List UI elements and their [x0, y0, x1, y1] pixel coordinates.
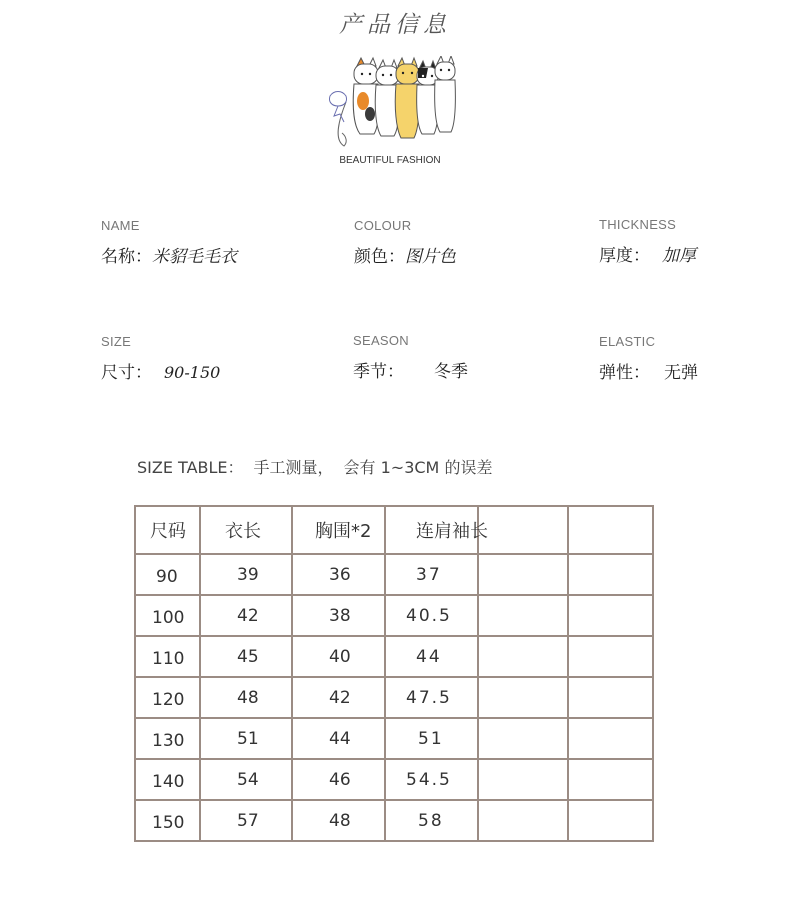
- attr-thickness-value: 加厚: [662, 246, 696, 266]
- page-title: 产品信息: [339, 12, 451, 38]
- table-cell: [478, 759, 568, 800]
- cats-logo: [324, 56, 456, 168]
- table-cell: 42: [200, 595, 292, 636]
- table-cell: 44: [385, 636, 478, 677]
- table-cell: 57: [200, 800, 292, 841]
- attr-season-label: 季节：: [353, 362, 404, 382]
- table-cell: [568, 554, 653, 595]
- table-cell: [478, 718, 568, 759]
- table-cell: [478, 636, 568, 677]
- logo-text: BEAUTIFUL FASHION: [339, 155, 441, 166]
- attr-elastic-label: 弹性：: [599, 363, 650, 383]
- header-cell: 胸围*2: [292, 506, 385, 554]
- table-cell: 51: [200, 718, 292, 759]
- table-cell: 40.5: [385, 595, 478, 636]
- size-table-heading: [137, 455, 492, 478]
- table-cell: 40: [292, 636, 385, 677]
- cats-illustration-icon: [324, 56, 456, 152]
- attr-size: [101, 334, 220, 384]
- table-cell: 46: [292, 759, 385, 800]
- table-cell: 130: [135, 718, 200, 759]
- attr-colour-value: 图片色: [405, 247, 456, 267]
- header-cell: [478, 506, 568, 554]
- table-cell: 48: [292, 800, 385, 841]
- table-cell: [478, 554, 568, 595]
- table-row: [135, 636, 653, 677]
- table-row: [135, 554, 653, 595]
- table-cell: [568, 718, 653, 759]
- table-row: [135, 595, 653, 636]
- attr-colour-label: 颜色：: [354, 247, 405, 267]
- table-cell: 38: [292, 595, 385, 636]
- table-cell: [568, 636, 653, 677]
- table-row: [135, 677, 653, 718]
- table-cell: 47.5: [385, 677, 478, 718]
- table-row: [135, 718, 653, 759]
- attr-season-en: SEASON: [353, 333, 409, 348]
- header-cell: [568, 506, 653, 554]
- size-table: [134, 505, 654, 842]
- attr-name-en: NAME: [101, 218, 140, 233]
- table-cell: 39: [200, 554, 292, 595]
- table-cell: [568, 677, 653, 718]
- attr-name-value: 米貂毛毛衣: [152, 247, 237, 267]
- table-cell: [478, 595, 568, 636]
- table-cell: 110: [135, 636, 200, 677]
- attr-colour: [354, 218, 456, 268]
- table-cell: 90: [135, 554, 200, 595]
- table-cell: 54.5: [385, 759, 478, 800]
- size-table-title: SIZE TABLE：: [137, 458, 244, 477]
- size-table-note2: 会有 1~3CM 的误差: [343, 458, 493, 477]
- table-cell: [568, 595, 653, 636]
- attr-size-en: SIZE: [101, 334, 132, 349]
- attr-thickness-label: 厚度：: [599, 246, 650, 266]
- header-cell: 尺码: [135, 506, 200, 554]
- table-cell: [478, 800, 568, 841]
- table-cell: 42: [292, 677, 385, 718]
- size-table-note: 手工测量，: [253, 458, 334, 477]
- attr-season-value: 冬季: [434, 362, 468, 382]
- table-cell: 44: [292, 718, 385, 759]
- attr-size-label: 尺寸：: [101, 363, 152, 383]
- attr-thickness: [599, 217, 696, 267]
- attr-elastic-value: 无弹: [664, 363, 698, 383]
- table-cell: 100: [135, 595, 200, 636]
- table-cell: 150: [135, 800, 200, 841]
- table-cell: 37: [385, 554, 478, 595]
- table-cell: 45: [200, 636, 292, 677]
- attr-name: [101, 218, 237, 268]
- attr-thickness-en: THICKNESS: [599, 217, 677, 232]
- header-cell: 衣长: [200, 506, 292, 554]
- table-cell: 54: [200, 759, 292, 800]
- table-cell: 58: [385, 800, 478, 841]
- table-cell: 51: [385, 718, 478, 759]
- size-table-header-row: [135, 506, 653, 554]
- attr-elastic: [599, 334, 698, 384]
- attr-colour-en: COLOUR: [354, 218, 412, 233]
- table-row: [135, 800, 653, 841]
- attr-season: [353, 333, 468, 383]
- table-cell: 140: [135, 759, 200, 800]
- table-cell: [478, 677, 568, 718]
- table-cell: 120: [135, 677, 200, 718]
- header-cell: 连肩袖长: [385, 506, 478, 554]
- attr-size-value: 90-150: [164, 363, 221, 382]
- table-cell: 36: [292, 554, 385, 595]
- attr-name-label: 名称：: [101, 247, 152, 267]
- table-cell: [568, 759, 653, 800]
- attr-elastic-en: ELASTIC: [599, 334, 656, 349]
- table-row: [135, 759, 653, 800]
- table-cell: 48: [200, 677, 292, 718]
- table-cell: [568, 800, 653, 841]
